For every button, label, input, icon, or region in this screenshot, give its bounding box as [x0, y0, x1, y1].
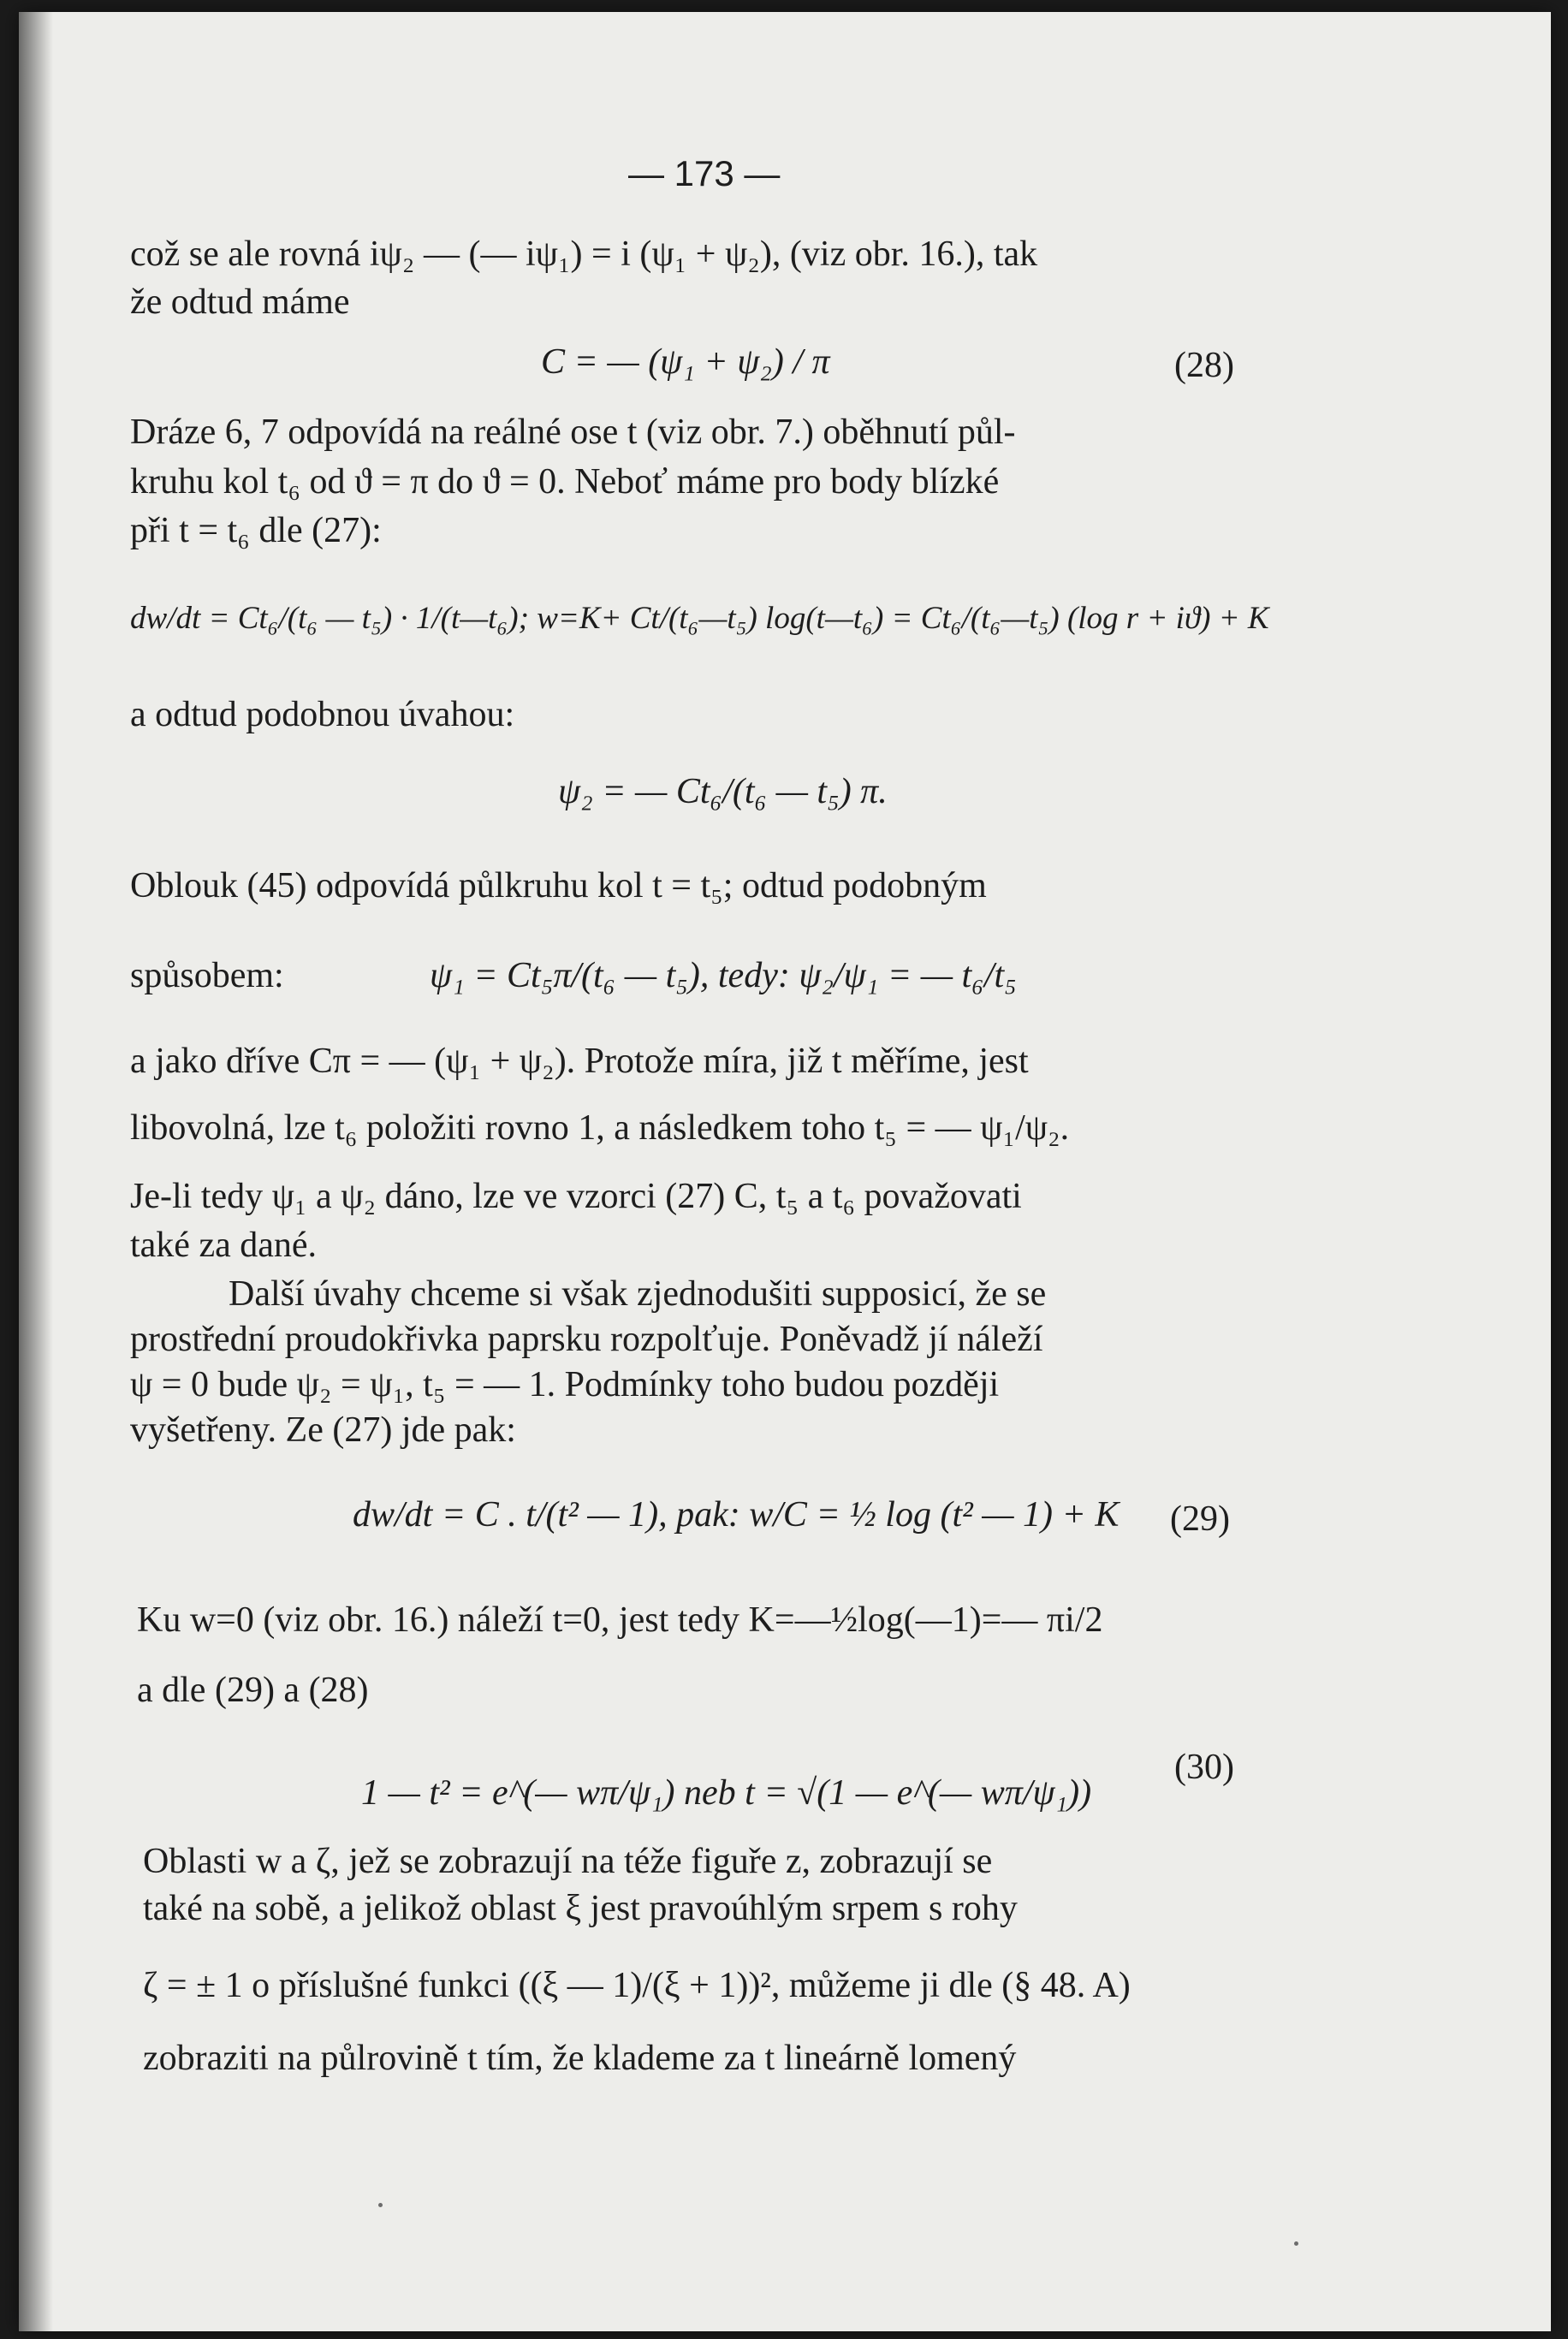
- text-line-4: kruhu kol t₆ od ϑ = π do ϑ = 0. Neboť máme pro body blízké: [130, 462, 1000, 502]
- text-line-20: také na sobě, a jelikož oblast ξ jest pravoúhlým srpem s rohy: [143, 1889, 1018, 1928]
- text-line-1: což se ale rovná iψ₂ — (— iψ₁) = i (ψ₁ + ψ₂), (viz obr. 16.), tak: [130, 234, 1038, 274]
- paper-speck: [1294, 2241, 1298, 2246]
- text-line-14: prostřední proudokřivka paprsku rozpolťuje. Poněvadž jí náleží: [130, 1320, 1043, 1359]
- text-line-10: libovolná, lze t₆ položiti rovno 1, a následkem toho t₅ = — ψ₁/ψ₂.: [130, 1108, 1070, 1148]
- equation-psi1: ψ₁ = Ct₅π/(t₆ — t₅), tedy: ψ₂/ψ₁ = — t₆/t₅: [430, 956, 1017, 995]
- text-line-19: Oblasti w a ζ, jež se zobrazují na téže figuře z, zobrazují se: [143, 1842, 993, 1881]
- text-line-7: Oblouk (45) odpovídá půlkruhu kol t = t₅; odtud podobným: [130, 866, 987, 905]
- text-line-16: vyšetřeny. Ze (27) jde pak:: [130, 1410, 516, 1450]
- text-line-3: Dráze 6, 7 odpovídá na reálné ose t (viz obr. 7.) oběhnutí půl-: [130, 413, 1016, 452]
- page-number: — 173 —: [628, 153, 781, 193]
- text-line-13: Další úvahy chceme si však zjednodušiti supposicí, že se: [229, 1274, 1047, 1314]
- text-line-2: že odtud máme: [130, 282, 350, 322]
- text-line-18: a dle (29) a (28): [137, 1671, 369, 1710]
- equation-dw-dt: dw/dt = Ct₆/(t₆ — t₅) · 1/(t—t₆); w=K+ Ct/(t₆—t₅) log(t—t₆) = Ct₆/(t₆—t₅) (log r + iϑ) + K: [130, 601, 1269, 636]
- equation-30: 1 — t² = e^(— wπ/ψ₁) neb t = √(1 — e^(— wπ/ψ₁)): [361, 1773, 1092, 1813]
- text-line-6: a odtud podobnou úvahou:: [130, 695, 515, 734]
- text-line-17: Ku w=0 (viz obr. 16.) náleží t=0, jest tedy K=—½log(—1)=— πi/2: [137, 1600, 1103, 1640]
- equation-29: dw/dt = C . t/(t² — 1), pak: w/C = ½ log (t² — 1) + K: [353, 1495, 1120, 1535]
- text-line-15: ψ = 0 bude ψ₂ = ψ₁, t₅ = — 1. Podmínky toho budou později: [130, 1365, 1000, 1404]
- equation-number-28: (28): [1174, 346, 1234, 385]
- equation-28: C = — (ψ₁ + ψ₂) / π: [541, 342, 830, 382]
- text-line-5: při t = t₆ dle (27):: [130, 511, 382, 550]
- page-fold-shadow: [19, 12, 53, 2331]
- text-line-9: a jako dříve Cπ = — (ψ₁ + ψ₂). Protože míra, již t měříme, jest: [130, 1042, 1029, 1081]
- text-line-12: také za dané.: [130, 1226, 318, 1265]
- paper-speck: [378, 2203, 383, 2207]
- text-line-21: ζ = ± 1 o příslušné funkci ((ξ — 1)/(ξ + 1))², můžeme ji dle (§ 48. A): [143, 1966, 1131, 2005]
- text-line-8: spůsobem:: [130, 956, 284, 995]
- equation-number-29: (29): [1170, 1499, 1230, 1539]
- equation-psi2: ψ₂ = — Ct₆/(t₆ — t₅) π.: [558, 772, 888, 811]
- equation-number-30: (30): [1174, 1748, 1234, 1787]
- text-line-11: Je-li tedy ψ₁ a ψ₂ dáno, lze ve vzorci (27) C, t₅ a t₆ považovati: [130, 1177, 1022, 1216]
- text-line-22: zobraziti na půlrovině t tím, že klademe za t lineárně lomený: [143, 2039, 1017, 2078]
- book-page: [19, 12, 1551, 2331]
